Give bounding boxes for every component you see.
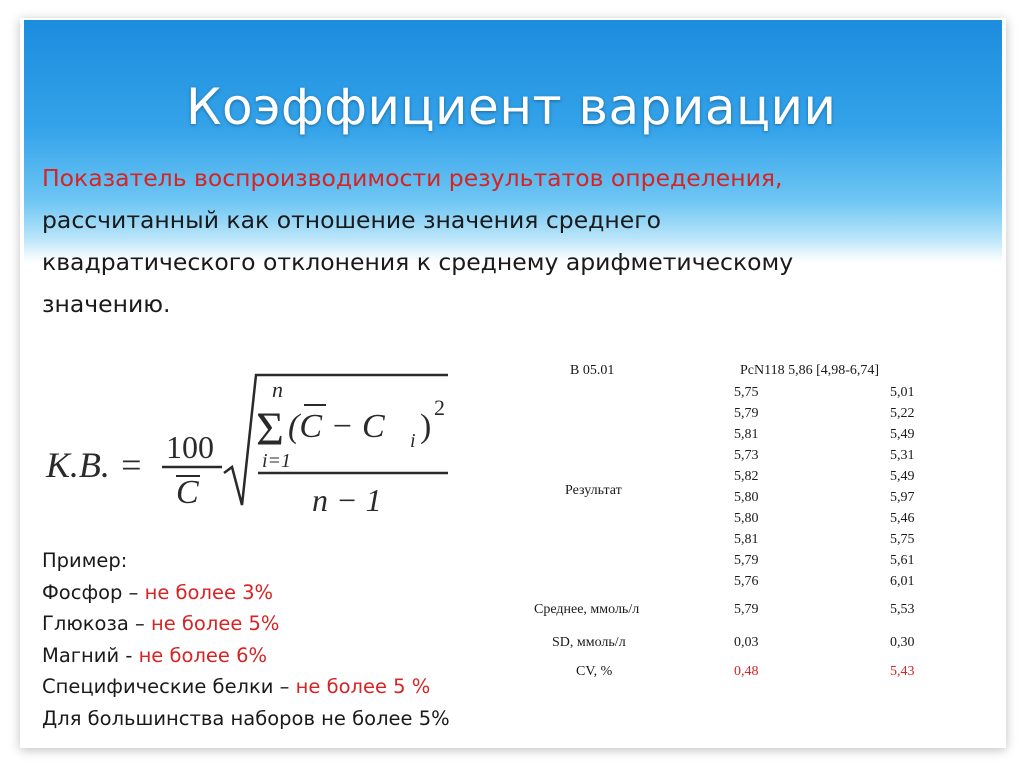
sum-close: ) xyxy=(420,408,432,445)
table-mean-label: Среднее, ммоль/л xyxy=(534,602,640,617)
table-sd-b: 0,30 xyxy=(890,635,915,650)
formula-lhs: К.В. = xyxy=(46,445,144,485)
table-top-right: PcN118 5,86 [4,98-6,74] xyxy=(740,363,880,378)
example-label: Глюкоза – xyxy=(42,612,151,635)
sum-term: (C − C xyxy=(288,408,385,445)
table-cell: 5,22 xyxy=(890,406,915,421)
example-value: не более 6% xyxy=(138,643,268,667)
table-cell: 5,75 xyxy=(890,532,915,547)
table-cell: 5,79 xyxy=(734,553,759,568)
table-cell: 5,61 xyxy=(890,553,915,568)
sum-sign: Σ xyxy=(256,403,284,456)
example-value: не более 5% xyxy=(150,612,280,635)
table-cell: 5,80 xyxy=(734,511,759,526)
table-result-label: Результат xyxy=(565,483,622,498)
table-cell: 5,31 xyxy=(890,448,915,463)
sum-power: 2 xyxy=(434,395,445,420)
example-last-line: Для большинства наборов не более 5% xyxy=(42,706,450,730)
table-cell: 5,80 xyxy=(734,490,759,505)
table-cell: 5,49 xyxy=(890,469,915,484)
table-cell: 5,73 xyxy=(734,448,759,463)
sum-sub: i xyxy=(410,430,416,452)
table-cv-b: 5,43 xyxy=(890,664,915,679)
table-cv-label: CV, % xyxy=(576,664,613,679)
table-cell: 5,49 xyxy=(890,427,915,442)
example-label: Фосфор – xyxy=(42,580,145,604)
example-item-glucose xyxy=(42,608,450,640)
table-cell: 5,76 xyxy=(734,574,759,589)
formula-denominator: C xyxy=(176,474,199,511)
example-label: Магний - xyxy=(42,643,139,667)
table-top-left: В 05.01 xyxy=(570,363,615,378)
table-cell: 5,75 xyxy=(734,385,759,400)
sum-upper: n xyxy=(272,377,283,402)
cv-formula xyxy=(42,355,462,520)
example-item-proteins xyxy=(42,671,450,703)
table-mean-a: 5,79 xyxy=(734,602,759,617)
example-value: не более 3% xyxy=(144,580,274,604)
formula-numerator: 100 xyxy=(166,429,214,465)
example-value: не более 5 % xyxy=(295,675,431,698)
sqrt-denominator: n − 1 xyxy=(312,482,382,518)
example-block xyxy=(42,545,450,734)
table-sd-label: SD, ммоль/л xyxy=(552,635,626,650)
definition-rest: рассчитанный как отношение значения среднего квадратического отклонения к среднему арифметическому значению. xyxy=(42,206,794,318)
table-cv-a: 0,48 xyxy=(734,664,759,679)
definition-highlight: Показатель воспроизводимости результатов определения, xyxy=(42,164,783,192)
sum-lower: i=1 xyxy=(262,450,292,472)
example-label: Специфические белки – xyxy=(42,675,296,698)
example-heading: Пример: xyxy=(42,549,128,572)
definition-text xyxy=(42,157,862,325)
table-cell: 5,81 xyxy=(734,532,759,547)
slide-title: Коэффициент вариации xyxy=(186,78,837,136)
example-item-magnesium xyxy=(42,640,450,672)
table-mean-b: 5,53 xyxy=(890,602,915,617)
table-cell: 5,46 xyxy=(890,511,915,526)
table-cell: 5,01 xyxy=(890,385,915,400)
table-cell: 6,01 xyxy=(890,574,915,589)
table-cell: 5,82 xyxy=(734,469,759,484)
table-cell: 5,79 xyxy=(734,406,759,421)
table-cell: 5,81 xyxy=(734,427,759,442)
example-item-phosphorus xyxy=(42,577,450,609)
table-cell: 5,97 xyxy=(890,490,915,505)
table-sd-a: 0,03 xyxy=(734,635,759,650)
